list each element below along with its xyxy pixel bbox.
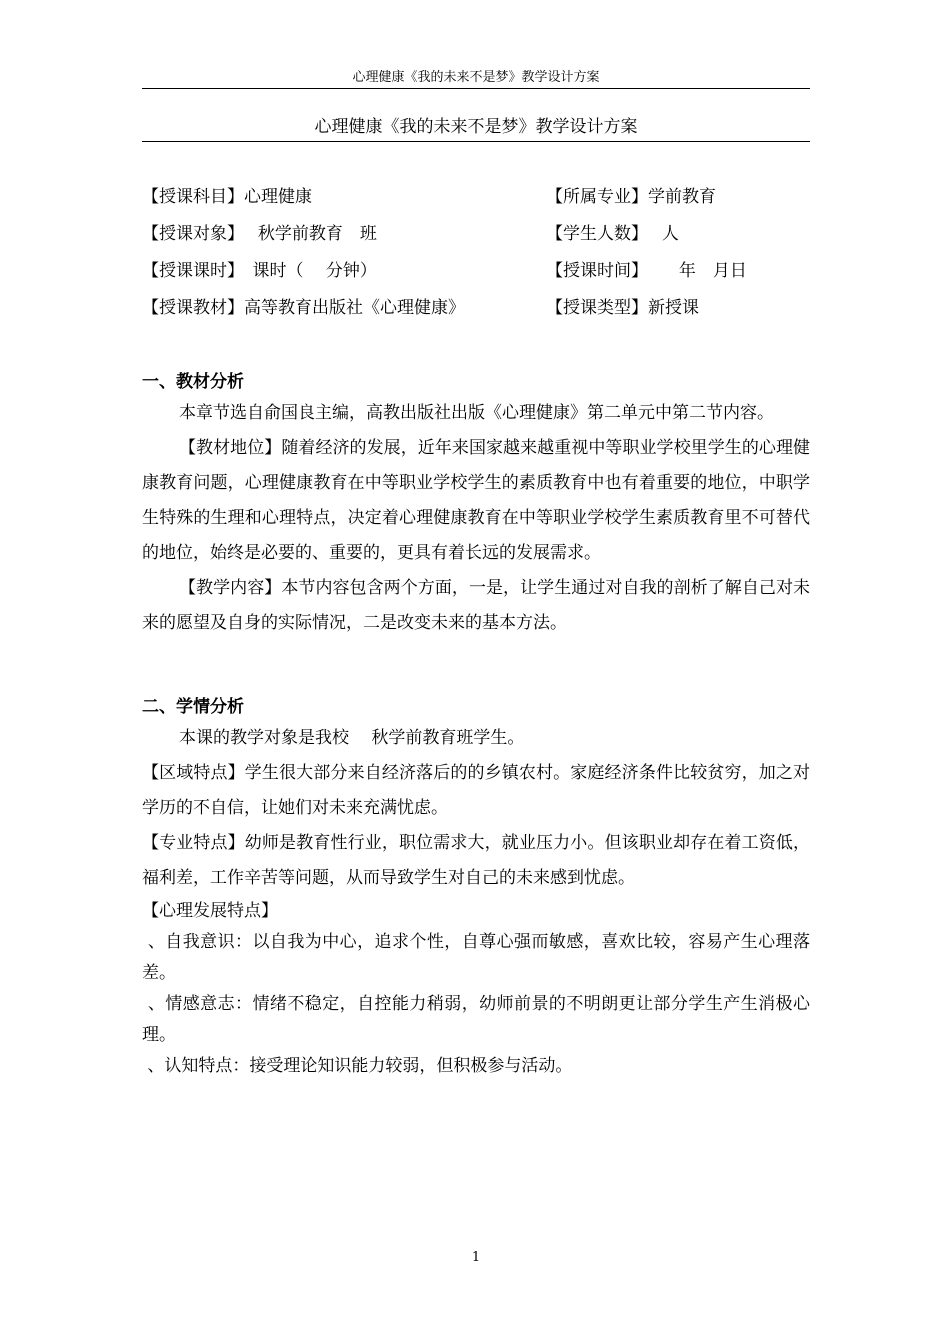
info-textbook: 【授课教材】高等教育出版社《心理健康》 [142, 298, 465, 318]
document-title: 心理健康《我的未来不是梦》教学设计方案 [314, 117, 638, 137]
info-subject: 【授课科目】心理健康 [142, 187, 312, 207]
section-spacer [142, 641, 810, 693]
paragraph: 本章节选自俞国良主编，高教出版社出版《心理健康》第二单元中第二节内容。 [179, 403, 774, 423]
course-info-table [142, 184, 810, 332]
list-item: 、认知特点：接受理论知识能力较弱，但积极参与活动。 [142, 1056, 573, 1076]
paragraph: 本课的教学对象是我校 秋学前教育班学生。 [179, 728, 525, 748]
info-row-textbook [142, 295, 810, 332]
info-student-count: 【学生人数】 人 [546, 224, 679, 244]
running-header: 心理健康《我的未来不是梦》教学设计方案 [352, 70, 600, 85]
title-divider [142, 141, 810, 142]
paragraph: 【区域特点】学生很大部分来自经济落后的的乡镇农村。家庭经济条件比较贫穷，加之对学历的不自信，让她们对未来充满忧虑。 [142, 763, 810, 818]
list-item: 、情感意志：情绪不稳定，自控能力稍弱，幼师前景的不明朗更让部分学生产生消极心理。 [142, 994, 810, 1045]
section-heading-textbook-analysis: 一、教材分析 [142, 372, 244, 392]
paragraph: 【教材地位】随着经济的发展，近年来国家越来越重视中等职业学校里学生的心理健康教育问题，心理健康教育在中等职业学校学生的素质教育中也有着重要的地位，中职学生特殊的生理和心理特点，决定着心理健康教育在中等职业学校学生素质教育里不可替代的地位，始终是必要的、重要的，更具有着长远的发展需求。 [142, 438, 810, 563]
paragraph: 【教学内容】本节内容包含两个方面，一是，让学生通过对自我的剖析了解自己对未来的愿望及自身的实际情况，二是改变未来的基本方法。 [142, 578, 810, 633]
page-number: 1 [471, 1250, 481, 1265]
info-class-type: 【授课类型】新授课 [546, 298, 699, 318]
paragraph: 【心理发展特点】 [142, 901, 278, 921]
paragraph: 【专业特点】幼师是教育性行业，职位需求大，就业压力小。但该职业却存在着工资低，福利差，工作辛苦等问题，从而导致学生对自己的未来感到忧虑。 [142, 833, 810, 888]
info-class-time: 【授课时间】 年 月日 [546, 261, 747, 281]
info-row-audience [142, 221, 810, 258]
header-divider [142, 88, 810, 89]
document-body [142, 368, 810, 1082]
list-item: 、自我意识：以自我为中心，追求个性，自尊心强而敏感，喜欢比较，容易产生心理落差。 [142, 932, 810, 983]
info-class-hours: 【授课课时】 课时（ 分钟） [142, 261, 377, 281]
info-row-subject [142, 184, 810, 221]
info-audience: 【授课对象】 秋学前教育 班 [142, 224, 377, 244]
info-row-hours [142, 258, 810, 295]
section-heading-student-analysis: 二、学情分析 [142, 697, 244, 717]
info-major: 【所属专业】学前教育 [546, 187, 716, 207]
